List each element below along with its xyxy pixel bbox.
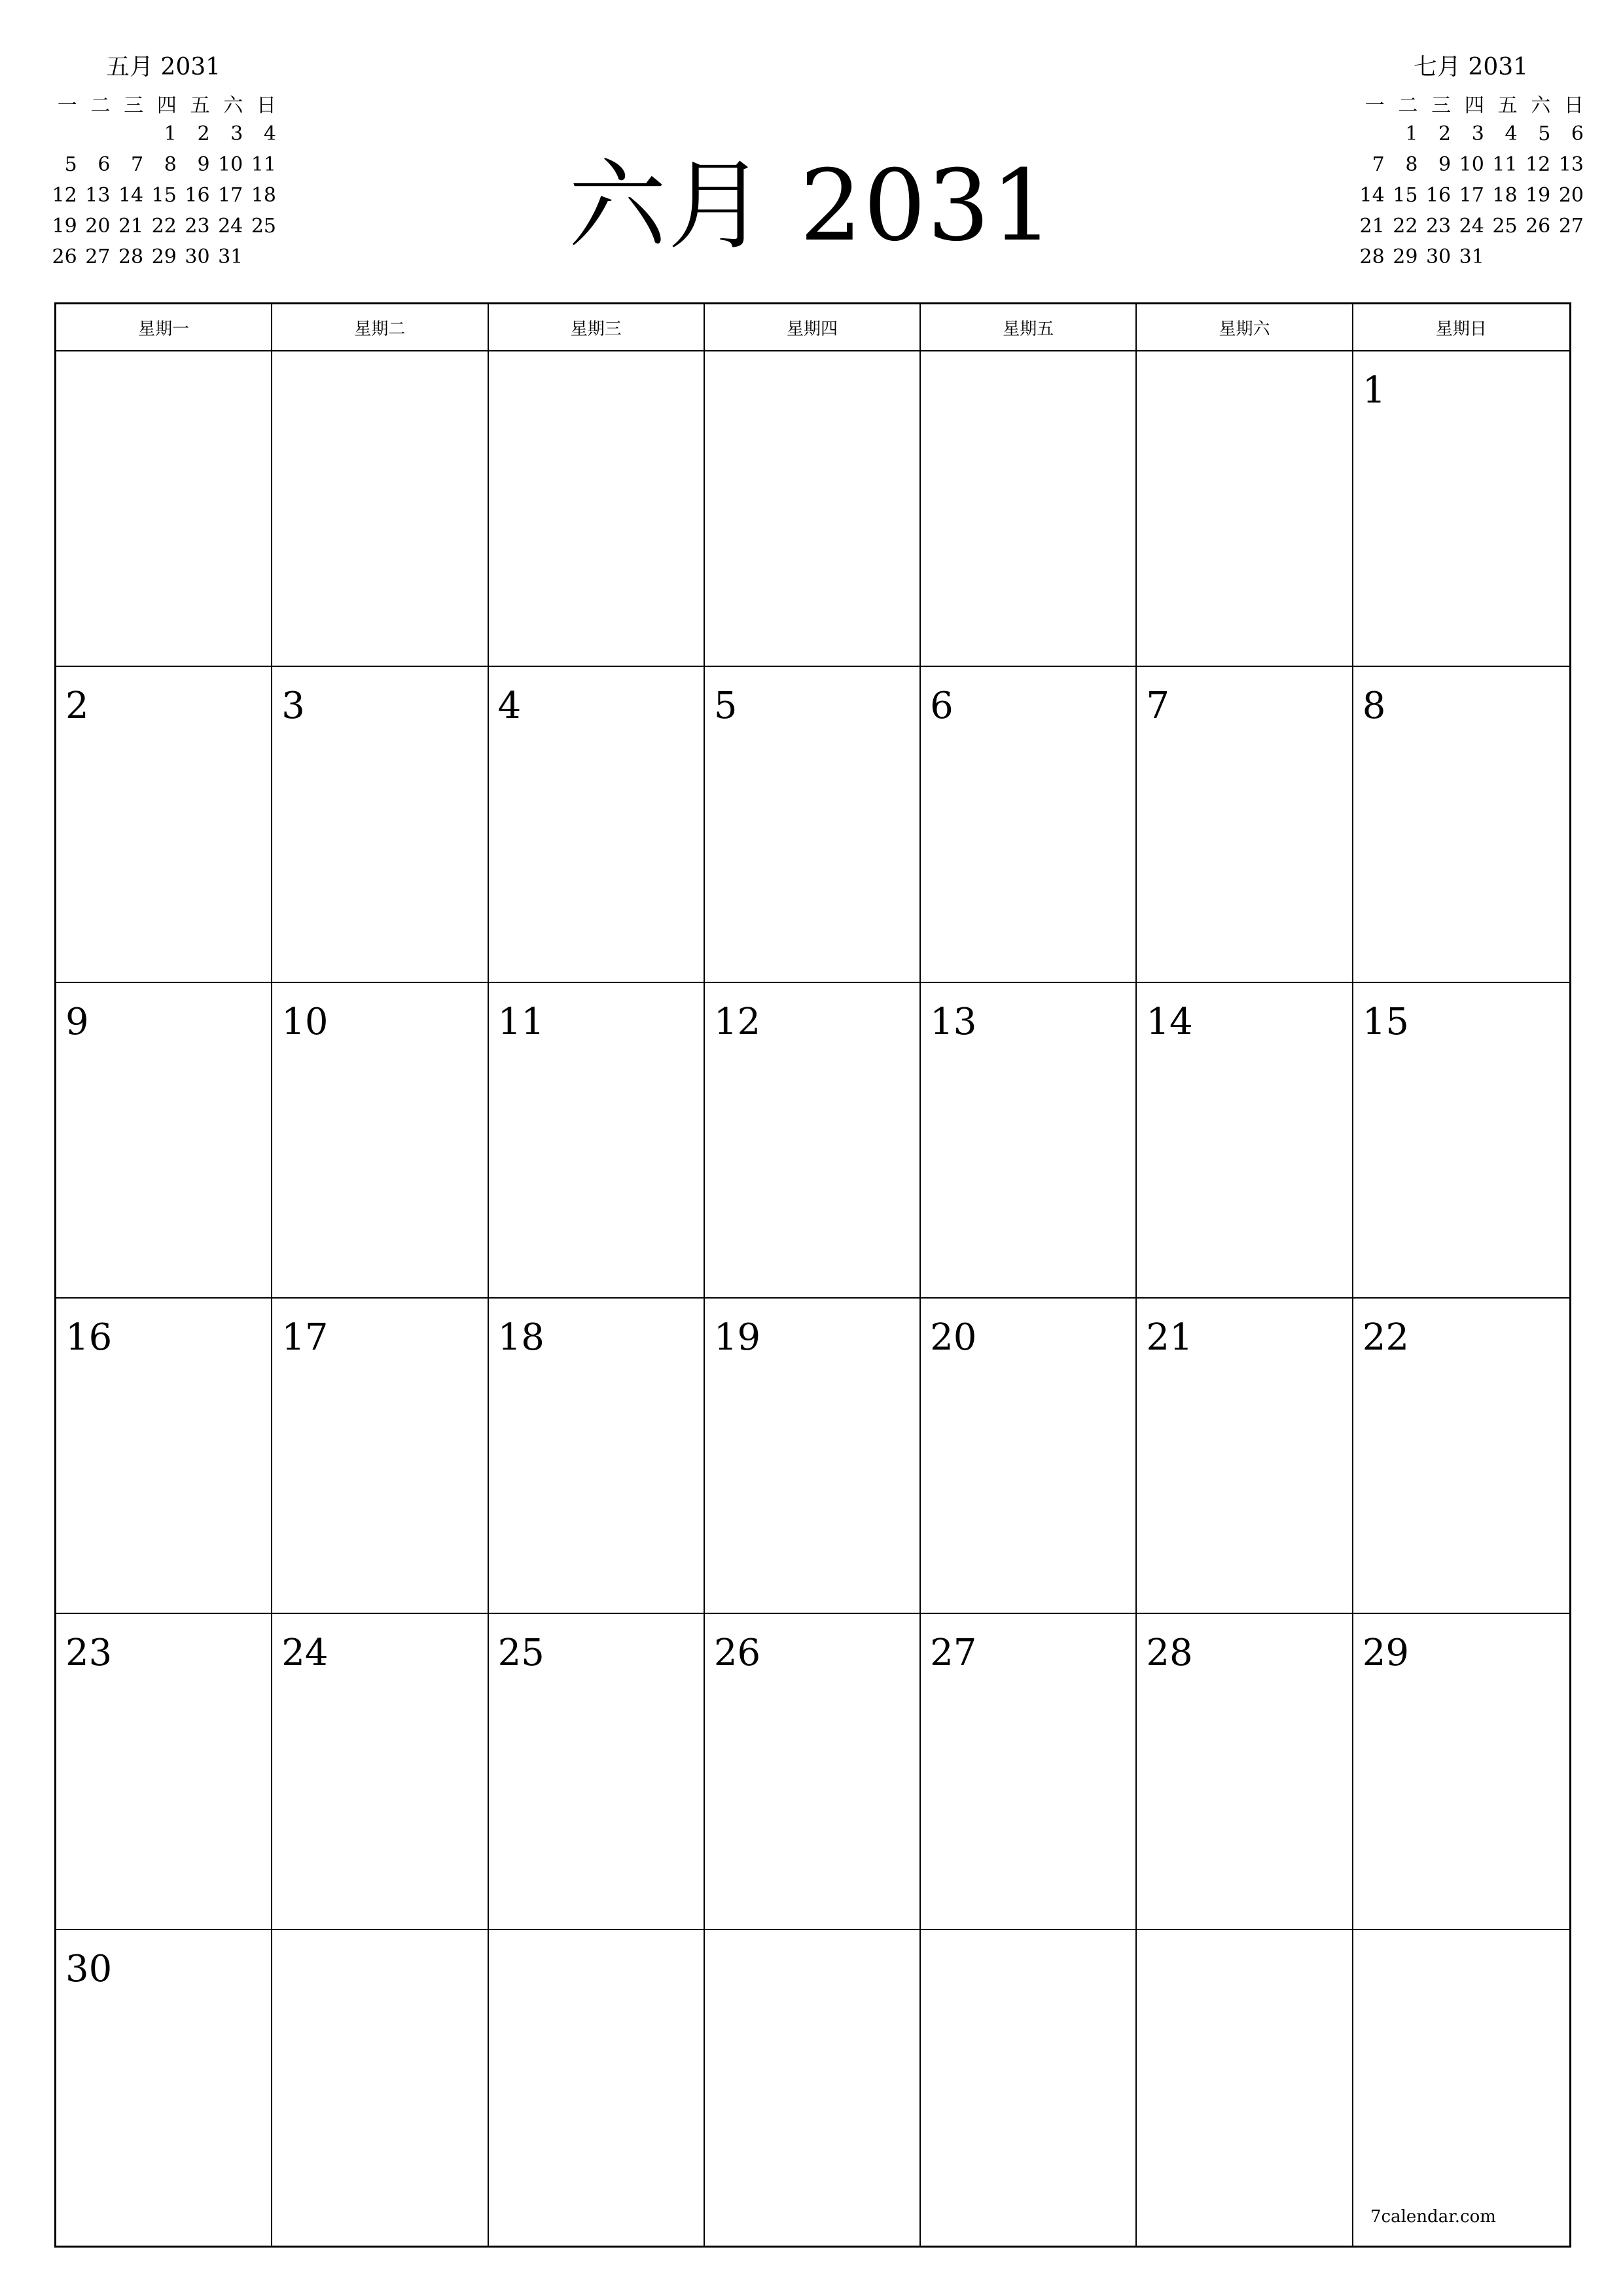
mini-weekday: 一: [57, 94, 77, 117]
day-number: 24: [281, 1632, 329, 1675]
day-number: 26: [713, 1632, 761, 1675]
day-cell: [489, 1614, 705, 1929]
day-cell: [705, 1614, 921, 1929]
mini-day: 10: [1459, 153, 1484, 176]
day-cell: [1353, 667, 1569, 982]
day-number: 4: [497, 685, 522, 728]
mini-day: 25: [251, 215, 276, 238]
mini-day: 19: [52, 215, 77, 238]
weekday-header-cell: 星期一: [56, 304, 272, 350]
day-cell: [56, 1299, 272, 1614]
day-cell: [921, 667, 1137, 982]
day-cell: [705, 983, 921, 1299]
day-number: 5: [713, 685, 738, 728]
mini-day: 30: [1425, 245, 1452, 268]
day-cell: [489, 983, 705, 1299]
day-cell: [1137, 667, 1353, 982]
mini-day: 17: [1459, 184, 1484, 207]
mini-day: 4: [1505, 122, 1518, 145]
mini-weekday: 四: [156, 94, 177, 117]
day-cell: [705, 351, 921, 667]
mini-calendar-next-title: 七月 2031: [1413, 54, 1529, 81]
mini-day: 3: [230, 122, 243, 145]
day-cell: [56, 667, 272, 982]
mini-day: 15: [1393, 184, 1418, 207]
day-cell: [921, 1614, 1137, 1929]
mini-day: 26: [52, 245, 77, 268]
day-cell: [921, 983, 1137, 1299]
page-title: 六月 2031: [568, 149, 1055, 263]
mini-calendar-next-grid: [1355, 88, 1587, 272]
day-number: 12: [713, 1000, 761, 1043]
mini-weekday: 二: [90, 94, 111, 117]
day-cell: [272, 351, 488, 667]
mini-weekday: 二: [1398, 94, 1418, 117]
day-cell: [1353, 1930, 1569, 2246]
mini-day: 27: [85, 245, 111, 268]
day-cell: [272, 1299, 488, 1614]
mini-day: 7: [131, 153, 144, 176]
mini-day: 15: [151, 184, 177, 207]
mini-weekday: 四: [1464, 94, 1484, 117]
mini-day: 23: [1425, 215, 1452, 238]
day-number: 17: [281, 1316, 329, 1359]
mini-day: 14: [118, 184, 144, 207]
day-number: 20: [930, 1316, 977, 1359]
mini-day: 4: [263, 122, 276, 145]
day-number: 25: [497, 1632, 544, 1675]
mini-day: 8: [164, 153, 177, 176]
day-number: 13: [930, 1000, 977, 1043]
day-number: 23: [65, 1632, 113, 1675]
day-cell: [705, 667, 921, 982]
day-cell: [56, 983, 272, 1299]
day-number: 3: [281, 685, 305, 728]
mini-day: 20: [85, 215, 111, 238]
weekday-header-cell: 星期三: [489, 304, 705, 350]
day-cell: [56, 1930, 272, 2246]
mini-day: 18: [1492, 184, 1518, 207]
day-cell: [1353, 1614, 1569, 1929]
mini-day: 21: [1359, 215, 1385, 238]
day-cell: [489, 667, 705, 982]
day-number: 8: [1362, 685, 1386, 728]
day-cell: [1137, 1614, 1353, 1929]
mini-day: 11: [1492, 153, 1518, 176]
mini-day: 21: [118, 215, 144, 238]
day-cell: [272, 1614, 488, 1929]
month-calendar: [54, 302, 1571, 2248]
day-cell: [1137, 351, 1353, 667]
mini-day: 3: [1471, 122, 1484, 145]
day-cell: [489, 1299, 705, 1614]
mini-day: 29: [151, 245, 177, 268]
mini-day: 5: [1538, 122, 1551, 145]
day-cell: [1353, 983, 1569, 1299]
mini-day: 9: [1438, 153, 1452, 176]
day-cell: [921, 351, 1137, 667]
day-cell: [705, 1299, 921, 1614]
mini-day: 26: [1525, 215, 1551, 238]
mini-day: 23: [185, 215, 210, 238]
mini-day: 22: [151, 215, 177, 238]
mini-weekday: 日: [257, 94, 276, 117]
mini-day: 2: [197, 122, 210, 145]
day-number: 9: [65, 1000, 89, 1043]
mini-day: 12: [1525, 153, 1551, 176]
mini-day: 25: [1492, 215, 1518, 238]
mini-day: 6: [98, 153, 111, 176]
day-number: 30: [65, 1947, 113, 1990]
mini-day: 9: [197, 153, 210, 176]
mini-day: 30: [185, 245, 210, 268]
day-cell: [1137, 1299, 1353, 1614]
day-cell: [489, 351, 705, 667]
mini-day: 13: [1558, 153, 1584, 176]
mini-day: 14: [1359, 184, 1385, 207]
mini-weekday: 六: [223, 94, 243, 117]
site-credit: 7calendar.com: [1370, 2207, 1496, 2227]
day-number: 29: [1362, 1632, 1409, 1675]
day-number: 6: [930, 685, 954, 728]
mini-day: 17: [218, 184, 243, 207]
weekday-header: [56, 304, 1569, 351]
day-cell: [272, 983, 488, 1299]
mini-weekday: 一: [1364, 94, 1385, 117]
day-number: 11: [497, 1000, 544, 1043]
mini-calendar-prev: [47, 47, 279, 272]
mini-day: 20: [1558, 184, 1584, 207]
day-number: 16: [65, 1316, 113, 1359]
day-cell: [1137, 983, 1353, 1299]
mini-day: 6: [1571, 122, 1584, 145]
day-cell: [272, 667, 488, 982]
mini-day: 1: [164, 122, 177, 145]
mini-calendar-prev-grid: [47, 88, 279, 272]
day-number: 21: [1146, 1316, 1193, 1359]
mini-day: 12: [52, 184, 77, 207]
mini-weekday: 六: [1531, 94, 1551, 117]
mini-weekday: 日: [1564, 94, 1584, 117]
mini-calendar-prev-title: 五月 2031: [105, 54, 221, 81]
mini-calendar-next: [1355, 47, 1587, 272]
day-grid: [56, 351, 1569, 2246]
mini-day: 19: [1525, 184, 1551, 207]
mini-day: 22: [1393, 215, 1418, 238]
mini-day: 11: [251, 153, 276, 176]
mini-day: 16: [185, 184, 210, 207]
mini-day: 28: [118, 245, 144, 268]
weekday-header-cell: 星期四: [705, 304, 921, 350]
weekday-header-cell: 星期日: [1435, 319, 1487, 339]
mini-day: 18: [251, 184, 276, 207]
day-cell: [272, 1930, 488, 2246]
mini-day: 16: [1425, 184, 1452, 207]
mini-weekday: 三: [124, 94, 144, 117]
mini-day: 13: [85, 184, 111, 207]
mini-day: 27: [1558, 215, 1584, 238]
mini-day: 8: [1405, 153, 1418, 176]
day-number: 1: [1362, 369, 1386, 412]
day-number: 14: [1146, 1000, 1193, 1043]
mini-day: 10: [218, 153, 243, 176]
day-number: 18: [497, 1316, 544, 1359]
mini-day: 31: [218, 245, 243, 268]
weekday-header-cell: 星期六: [1137, 304, 1353, 350]
mini-day: 2: [1438, 122, 1452, 145]
day-cell: [1137, 1930, 1353, 2246]
mini-day: 24: [218, 215, 243, 238]
mini-day: 5: [64, 153, 77, 176]
day-cell: [705, 1930, 921, 2246]
weekday-header-cell: 星期五: [921, 304, 1137, 350]
mini-day: 29: [1393, 245, 1418, 268]
mini-day: 1: [1405, 122, 1418, 145]
day-number: 22: [1362, 1316, 1409, 1359]
day-cell: [921, 1930, 1137, 2246]
day-number: 19: [713, 1316, 761, 1359]
day-cell: [56, 351, 272, 667]
mini-weekday: 五: [1497, 94, 1518, 117]
day-number: 28: [1146, 1632, 1193, 1675]
day-number: 2: [65, 685, 89, 728]
day-number: 10: [281, 1000, 329, 1043]
weekday-header-cell: 星期二: [272, 304, 488, 350]
day-number: 7: [1146, 685, 1170, 728]
day-cell: [489, 1930, 705, 2246]
day-cell: [1353, 351, 1569, 667]
mini-day: 24: [1459, 215, 1484, 238]
mini-day: 31: [1459, 245, 1484, 268]
day-cell: [921, 1299, 1137, 1614]
mini-day: 28: [1359, 245, 1385, 268]
mini-weekday: 三: [1431, 94, 1452, 117]
mini-weekday: 五: [190, 94, 210, 117]
day-number: 27: [930, 1632, 977, 1675]
mini-day: 7: [1372, 153, 1385, 176]
day-number: 15: [1362, 1000, 1409, 1043]
day-cell: [1353, 1299, 1569, 1614]
day-cell: [56, 1614, 272, 1929]
